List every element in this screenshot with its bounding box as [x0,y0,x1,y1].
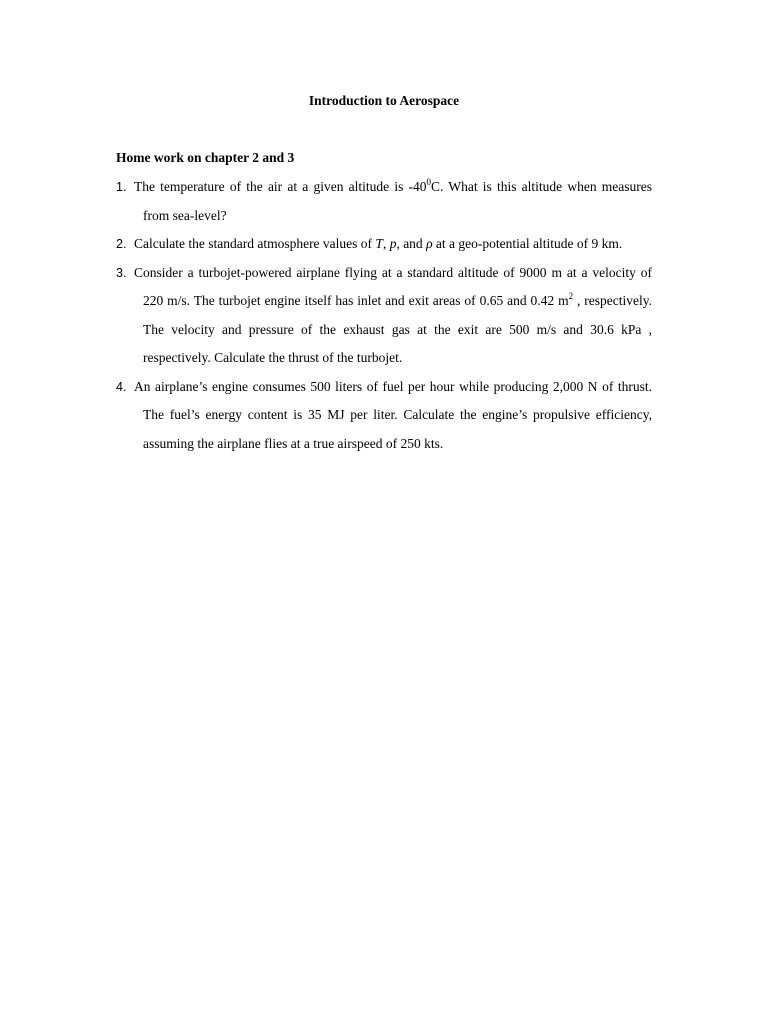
question-text [134,373,652,459]
question-item-1 [116,173,652,230]
question-text [134,173,652,230]
text-segment: An airplane’s engine consumes 500 liters of fuel per hour while producing 2,000 N of thrust. The fuel’s energy content is 35 MJ per liter. Calculate the engine’s propulsive efficiency, assuming the airplane flies at a true airspeed of 250 kts. [134,378,652,451]
text-segment: , and [396,236,427,251]
page-title: Introduction to Aerospace [308,93,460,108]
superscript: 2 [568,290,574,301]
text-segment: The temperature of the air at a given altitude is -40 [134,179,427,194]
text-segment: C. What is this altitude when measures from sea-level? [143,179,652,223]
symbol-temperature: T [375,236,383,251]
text-segment: , [382,236,390,251]
question-number: 2. [116,237,127,251]
symbol-pressure: p [389,236,397,251]
question-item-3 [116,259,652,373]
question-number: 4. [116,379,127,394]
superscript: 0 [426,176,432,187]
text-segment: at a geo-potential altitude of 9 km. [432,236,623,251]
section-heading: Home work on chapter 2 and 3 [116,150,295,165]
question-list [116,173,652,458]
symbol-density: ρ [426,236,433,251]
text-segment: , respectively. The velocity and pressure of the exhaust gas at the exit are 500 m/s and 30.6 kPa , respectively. Calculate the thrust of the turbojet. [143,293,653,365]
text-segment: Calculate the standard atmosphere values of [134,236,376,251]
question-number: 3. [116,265,127,280]
question-item-4 [116,373,652,459]
question-item-2 [116,230,652,259]
text-segment: Consider a turbojet-powered airplane flying at a standard altitude of 9000 m at a velocity of 220 m/s. The turbojet engine itself has inlet and exit areas of 0.65 and 0.42 m [134,264,652,308]
question-text [134,230,652,259]
question-text [134,259,653,373]
question-number: 1. [116,180,127,194]
